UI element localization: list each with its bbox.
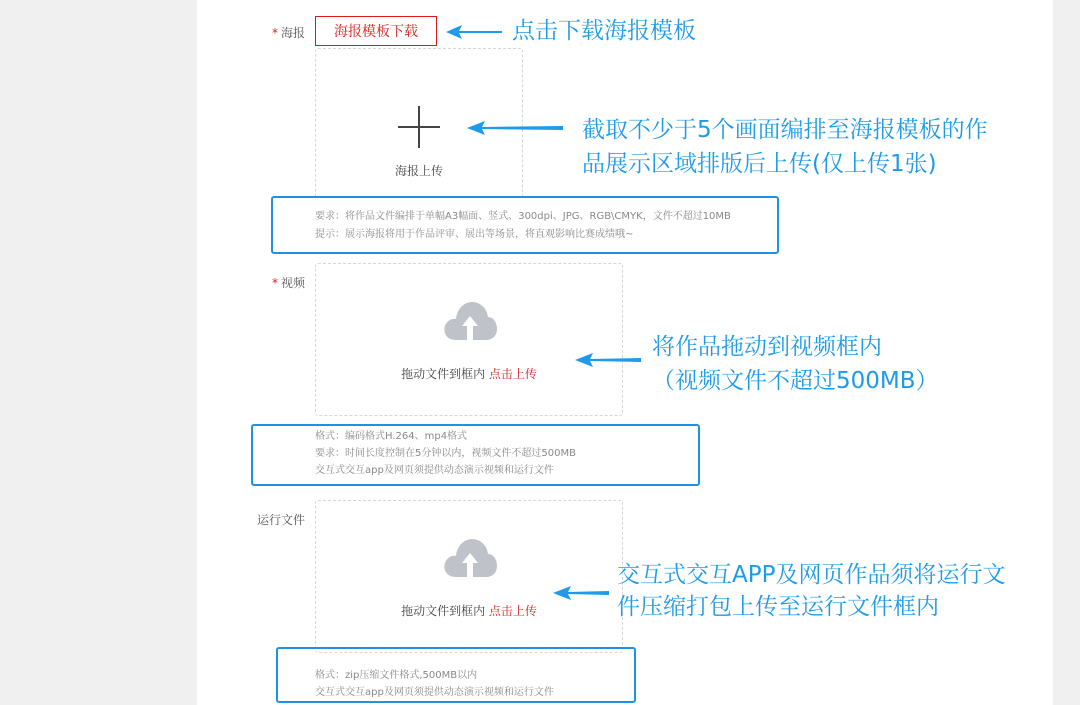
runfile-click-upload-link[interactable]: 点击上传 [488,604,537,618]
arrow-left-icon [575,352,641,368]
runfile-hint-highlight-box [276,647,636,703]
video-hint-highlight-box [251,424,700,486]
video-hint-requirement: 要求：时间长度控制在5分钟以内，视频文件不超过500MB [315,448,576,459]
poster-hint-tip: 提示：展示海报将用于作品评审、展出等场景，将直观影响比赛成绩哦~ [315,229,634,240]
video-hint-format: 格式：编码格式H.264、mp4格式 [315,431,468,442]
cloud-upload-icon [442,537,498,581]
annotation-poster-upload-line2: 品展示区域排版后上传(仅上传1张) [582,151,937,177]
runfile-hint-interactive: 交互式交互app及网页须提供动态演示视频和运行文件 [315,687,554,698]
runfile-upload-text [315,602,623,619]
arrow-left-icon [553,585,609,601]
poster-template-download-button[interactable]: 海报模板下载 [315,16,437,46]
annotation-runfile-line2: 件压缩打包上传至运行文件框内 [617,594,939,620]
poster-upload-label: 海报上传 [394,164,443,178]
annotation-download: 点击下载海报模板 [512,18,696,44]
poster-hint-requirement: 要求：将作品文件编排于单幅A3幅面、竖式、300dpi、JPG、RGB\CMYK，文件不超过10MB [315,211,731,222]
poster-hint-highlight-box [271,196,779,254]
arrow-left-icon [467,120,563,136]
arrow-left-icon [446,24,502,40]
video-field-label: * 视频 [271,276,305,290]
video-click-upload-link[interactable]: 点击上传 [488,367,537,381]
cloud-upload-icon [442,300,498,344]
required-star: * [271,26,278,40]
poster-field-label: * 海报 [271,26,305,40]
required-star: * [271,276,278,290]
runfile-field-label: 运行文件 [256,513,305,527]
annotation-video-line2: （视频文件不超过500MB） [652,368,939,394]
runfile-hint-format: 格式：zip压缩文件格式,500MB以内 [315,670,478,681]
video-hint-interactive: 交互式交互app及网页须提供动态演示视频和运行文件 [315,465,554,476]
annotation-poster-upload-line1: 截取不少于5个画面编排至海报模板的作 [582,117,988,143]
annotation-video-line1: 将作品拖动到视频框内 [652,334,882,360]
annotation-runfile-line1: 交互式交互APP及网页作品须将运行文 [617,562,1006,588]
drag-text: 拖动文件到框内 [401,367,486,381]
drag-text: 拖动文件到框内 [401,604,486,618]
plus-icon[interactable] [398,106,440,148]
